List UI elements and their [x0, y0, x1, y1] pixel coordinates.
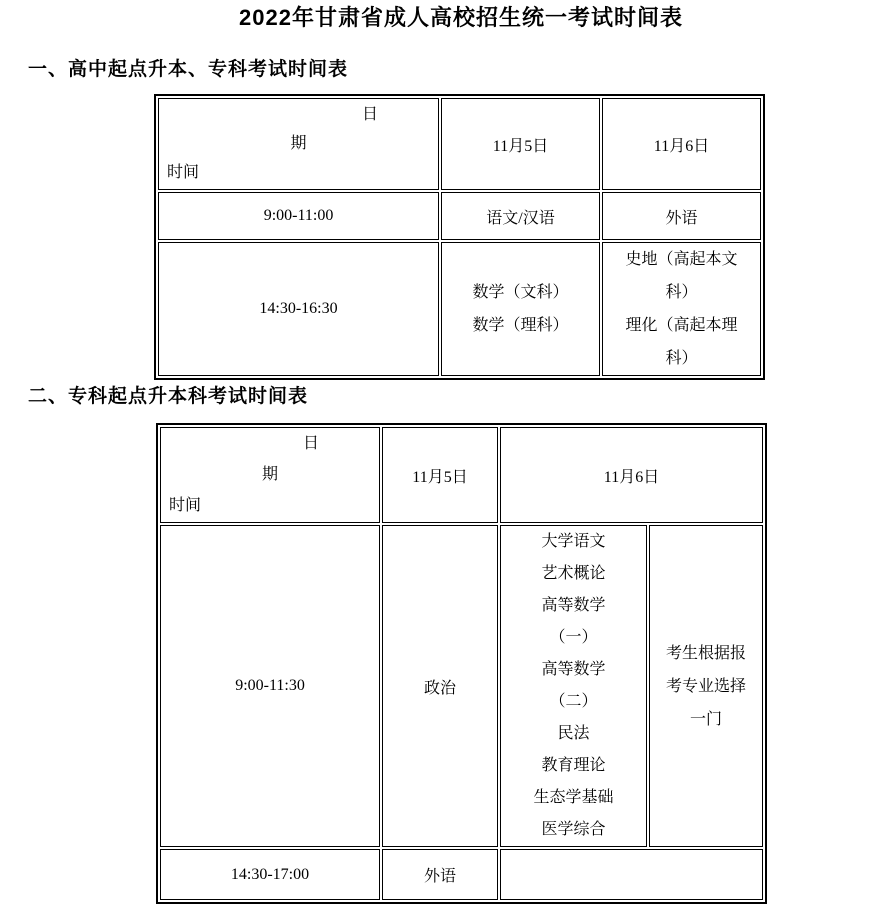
section1-heading: 一、高中起点升本、专科考试时间表 [28, 59, 349, 80]
table1-col-header-nov5: 11月5日 [441, 98, 600, 190]
table2-afternoon-nov5-cell: 外语 [382, 849, 498, 900]
table2-afternoon-time-cell: 14:30-17:00 [160, 849, 380, 900]
exam-choice-note: 考生根据报考专业选择一门 [665, 644, 746, 728]
table1-col-header-nov6: 11月6日 [602, 98, 761, 190]
table1-corner-cell [158, 98, 439, 190]
section2-heading: 二、专科起点升本科考试时间表 [28, 386, 309, 407]
corner-time-label: 时间 [169, 497, 202, 514]
table1-row-morning [158, 192, 761, 240]
table1-afternoon-nov5-cell: 数学（文科） 数学（理科） [441, 242, 600, 376]
table2-afternoon-empty-cell [500, 849, 763, 900]
table2-morning-note-cell [649, 525, 763, 847]
table1-header-row [158, 98, 761, 190]
corner-date-char: 日 [361, 106, 378, 123]
page-title: 2022年甘肃省成人高校招生统一考试时间表 [239, 5, 683, 30]
corner-date-char2: 期 [261, 466, 278, 483]
date-time-corner [161, 428, 379, 522]
corner-date-char: 日 [302, 435, 319, 452]
table2-morning-time-cell: 9:00-11:30 [160, 525, 380, 847]
table1-morning-time-cell: 9:00-11:00 [158, 192, 439, 240]
table1-afternoon-nov6-cell: 史地（高起本文 科） 理化（高起本理 科） [602, 242, 761, 376]
table2-col-header-nov6: 11月6日 [500, 427, 763, 523]
date-time-corner [159, 99, 438, 189]
table2-morning-subject-list-cell: 大学语文 艺术概论 高等数学 （一） 高等数学 （二） 民法 教育理论 生态学基础 医学综合 [500, 525, 647, 847]
corner-time-label: 时间 [167, 164, 200, 181]
table1-morning-nov5-cell: 语文/汉语 [441, 192, 600, 240]
table2-corner-cell [160, 427, 380, 523]
table2-row-afternoon [160, 849, 763, 900]
table2-row-morning [160, 525, 763, 847]
table-highschool-start-timetable [154, 94, 765, 380]
table1-row-afternoon [158, 242, 761, 376]
table1-afternoon-time-cell: 14:30-16:30 [158, 242, 439, 376]
corner-date-char2: 期 [290, 135, 307, 152]
table2-morning-nov5-cell: 政治 [382, 525, 498, 847]
table-college-start-timetable [156, 423, 767, 904]
table2-col-header-nov5: 11月5日 [382, 427, 498, 523]
table2-header-row [160, 427, 763, 523]
table1-morning-nov6-cell: 外语 [602, 192, 761, 240]
